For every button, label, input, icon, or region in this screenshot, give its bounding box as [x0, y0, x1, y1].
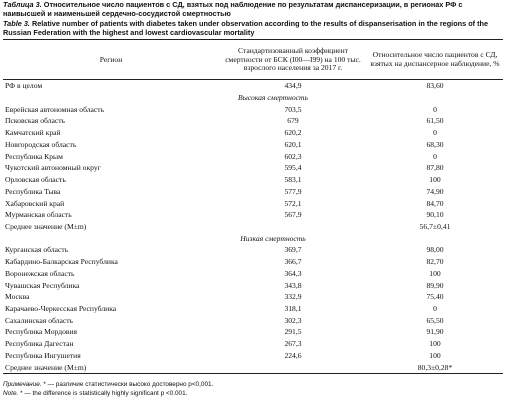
cell-mortality — [219, 221, 367, 233]
cell-region: Воронежская область — [5, 268, 75, 278]
cell-region: Камчатский край — [5, 128, 61, 138]
table-notes — [3, 381, 503, 398]
cell-share: 68,30 — [426, 139, 444, 149]
cell-region: Москва — [5, 292, 30, 302]
table-row — [3, 362, 503, 374]
cell-mortality: 369,7 — [284, 245, 302, 255]
cell-share: 90,10 — [426, 210, 444, 220]
caption-ru-text: Относительное число пациентов с СД, взятых под наблюдение по результатам диспансеризации, в регионах РФ с наивысшей и наименьшей сердечно-сосудистой смертностью — [3, 0, 463, 18]
cell-share: 84,70 — [426, 198, 444, 208]
table-row — [3, 162, 503, 174]
section-high-row — [3, 92, 503, 104]
section-high-title: Высокая смертность — [238, 93, 308, 103]
section-low-title: Низкая смертность — [240, 233, 306, 243]
cell-mortality: 434,9 — [284, 81, 302, 91]
cell-mortality: 620,1 — [284, 139, 302, 149]
cell-share: 0 — [433, 128, 437, 138]
table-row — [3, 221, 503, 233]
cell-mortality: 679 — [287, 116, 299, 126]
cell-share: 0 — [433, 104, 437, 114]
cell-mortality: 602,3 — [284, 151, 302, 161]
cell-mortality: 291,5 — [284, 327, 302, 337]
table-row — [3, 186, 503, 198]
cell-share: 65,50 — [426, 315, 444, 325]
cell-mortality: 577,9 — [284, 186, 302, 196]
cell-share: 56,7±0,41 — [419, 221, 451, 231]
note-en-label: Note. — [3, 389, 19, 397]
cell-share: 98,00 — [426, 245, 444, 255]
cell-mortality: 595,4 — [284, 163, 302, 173]
table-row — [3, 127, 503, 139]
cell-share: 80,3±0,28* — [367, 362, 503, 374]
note-en-text: * — the difference is statistically highly significant p <0.001. — [20, 389, 188, 397]
cell-region: Среднее значение (M±m) — [5, 221, 87, 231]
cell-mortality: 364,3 — [284, 268, 302, 278]
header-share: Относительное число пациентов с СД, взятых на диспансерное наблюдение, % — [367, 40, 503, 80]
cell-region: Чукотский автономный округ — [5, 163, 101, 173]
cell-region: Республика Ингушетия — [5, 350, 81, 360]
cell-mortality: 318,1 — [284, 303, 302, 313]
cell-mortality: 366,7 — [284, 257, 302, 267]
cell-mortality: 267,3 — [284, 339, 302, 349]
cell-share: 61,50 — [426, 116, 444, 126]
table-row — [3, 104, 503, 116]
table-row — [3, 174, 503, 186]
cell-share: 82,70 — [426, 257, 444, 267]
cell-region: Республика Крым — [5, 151, 63, 161]
cell-region: Мурманская область — [5, 210, 72, 220]
cell-mortality: 703,5 — [284, 104, 302, 114]
table-row — [3, 280, 503, 292]
table-caption — [3, 1, 503, 37]
cell-mortality: 224,6 — [284, 350, 302, 360]
cell-share: 100 — [429, 339, 441, 349]
cell-share: 0 — [433, 303, 437, 313]
cell-share: 100 — [429, 175, 441, 185]
cell-mortality: 583,1 — [284, 175, 302, 185]
cell-region: Карачаево-Черкесская Республика — [5, 303, 117, 313]
table-row — [3, 209, 503, 221]
table-row — [3, 268, 503, 280]
note-ru-label: Примечание. — [3, 381, 42, 389]
table-row — [3, 315, 503, 327]
table-row — [3, 198, 503, 210]
cell-region: Еврейская автономная область — [5, 104, 105, 114]
cell-mortality: 572,1 — [284, 198, 302, 208]
cell-region: Сахалинская область — [5, 315, 73, 325]
cell-mortality: 302,3 — [284, 315, 302, 325]
cell-region: Республика Дагестан — [5, 339, 74, 349]
cell-mortality: 620,2 — [284, 128, 302, 138]
cell-mortality: 332,9 — [284, 292, 302, 302]
cell-region: Псковская область — [5, 116, 65, 126]
header-region: Регион — [3, 40, 219, 80]
cell-share: 74,90 — [426, 186, 444, 196]
note-en — [3, 390, 503, 398]
cell-region: Чувашская Республика — [5, 280, 80, 290]
cell-region: Республика Тыва — [5, 186, 61, 196]
cell-mortality: 567,9 — [284, 210, 302, 220]
cell-share: 83,60 — [426, 81, 444, 91]
table-row — [3, 151, 503, 163]
data-table — [3, 39, 503, 374]
cell-region: Республика Мордовия — [5, 327, 78, 337]
caption-ru — [3, 1, 503, 18]
header-row — [3, 40, 503, 80]
table-row — [3, 303, 503, 315]
table-row — [3, 338, 503, 350]
caption-en-text: Relative number of patients with diabetes taken under observation according to the results of dispanserisation in the regions of the Russian Federation with the highest and lowest cardiovascular mortality — [3, 18, 489, 37]
cell-share: 87,80 — [426, 163, 444, 173]
cell-share: 91,90 — [426, 327, 444, 337]
table-row — [3, 256, 503, 268]
cell-mortality — [219, 362, 367, 374]
cell-region: Орловская область — [5, 175, 66, 185]
caption-en-label: Table 3. — [3, 18, 30, 28]
note-ru — [3, 381, 503, 389]
cell-region: Курганская область — [5, 245, 69, 255]
header-mortality: Стандартизованный коэффициент смертности от БСК (I00—I99) на 100 тыс. взрослого населения за 2017 г. — [219, 40, 367, 80]
table-row — [3, 326, 503, 338]
caption-ru-label: Таблица 3. — [3, 0, 42, 9]
cell-region: Кабардино-Балкарская Республика — [5, 257, 118, 267]
table-row — [3, 139, 503, 151]
table-row — [3, 115, 503, 127]
note-ru-text: * — различие статистически высоко достоверно p<0,001. — [43, 381, 214, 389]
cell-share: 75,40 — [426, 292, 444, 302]
table-body — [3, 80, 503, 374]
cell-share: 100 — [429, 268, 441, 278]
table-row-total — [3, 80, 503, 92]
caption-en — [3, 20, 503, 37]
cell-share: 89,90 — [426, 280, 444, 290]
table-row — [3, 244, 503, 256]
cell-region: Среднее значение (M±m) — [3, 362, 219, 374]
cell-region: Хабаровский край — [5, 198, 65, 208]
document-page — [3, 1, 503, 398]
table-row — [3, 291, 503, 303]
cell-mortality: 343,8 — [284, 280, 302, 290]
cell-share: 0 — [433, 151, 437, 161]
cell-region: Новгородская область — [5, 139, 77, 149]
cell-region: РФ в целом — [5, 81, 43, 91]
section-low-row — [3, 233, 503, 245]
cell-share: 100 — [429, 350, 441, 360]
table-row — [3, 350, 503, 362]
